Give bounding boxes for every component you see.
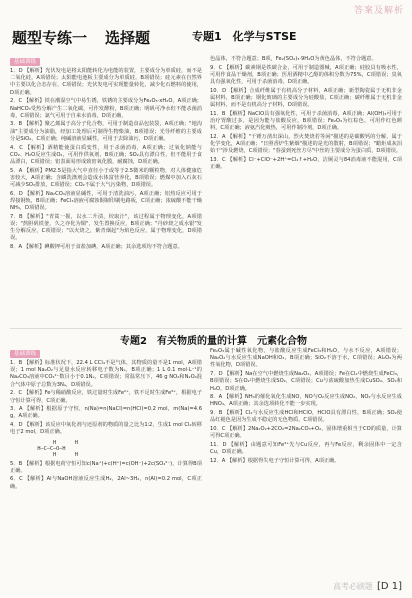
answer-paragraph: 8．A 【解析】NH₃的催化氧化生成NO，NO与O₂反应生成NO₂，NO₂与水反应生成HNO₃，A项正确；其余选项转化不能一步实现。 bbox=[210, 394, 402, 408]
formula-line: H—C—C—O—H bbox=[28, 445, 66, 452]
answer-paragraph: 12．A 【解析】根据得失电子守恒计算可得，A项正确。 bbox=[210, 457, 340, 464]
footer-brand: 高考必刷题 bbox=[332, 582, 373, 591]
answer-paragraph: 3．A 【解析】根据原子守恒，n(Na)=n(NaCl)=n(HCl)=0.2 mol，m(Na)=4.6 g，A项正确。 bbox=[10, 406, 202, 420]
answer-paragraph: 6．C 【解析】Al与NaOH溶液反应生成H₂，2Al~3H₂，n(Al)=0.2 mol，C项正确。 bbox=[10, 476, 202, 490]
answer-paragraph: Fe₂O₃属于碱性氧化物，与盐酸反应生成FeCl₃和H₂O，与水不反应，A项错误；Na₂O₂与水反应生成NaOH和O₂，B项正确；SiO₂不溶于水，C项错误；Al₂O₃为两性氧化物，D项错误。 bbox=[210, 348, 402, 369]
page-title: 题型专练一 bbox=[12, 28, 88, 47]
answer-paragraph: 10．D 【解析】合成纤维属于有机高分子材料，A项正确；新型陶瓷属于无机非金属材料，B项正确；钢化玻璃的主要成分为硅酸盐，C项正确；碳纤维属于无机非金属材料，而不是有机高分子材料，D项错误。 bbox=[210, 87, 402, 109]
answer-paragraph: 4．C 【解析】酒精能使蛋白质变性，用于杀菌消毒，A项正确；过氧化钠能与CO₂、H₂O反应生成O₂，可用作供氧剂，B项正确；SO₂具有漂白性，但不能用于食品漂白，C项错误；铝表面易形成致密氧化膜，耐腐蚀，D项正确。 bbox=[10, 144, 202, 165]
page-heading bbox=[12, 24, 297, 50]
topic1-left-paras bbox=[10, 68, 202, 251]
topic1-right-column bbox=[210, 56, 402, 173]
answer-paragraph: 4．D 【解析】该反应中氧化剂与还原剂的物质的量之比为1∶2，生成1 mol Cl₂转移电子2 mol，D项正确。 bbox=[10, 422, 202, 436]
page-footer bbox=[333, 581, 402, 592]
answer-paragraph: 11．B 【解析】NaClO具有强氧化性，可用于杀菌消毒，A项正确；Al(OH)₃可用于治疗胃酸过多，是因为能与盐酸反应，B项错误；Fe₂O₃为红棕色，可用作红色颜料，C项正确；液氨汽化吸热，可用作制冷剂，D项正确。 bbox=[210, 110, 402, 132]
topic2-left-column bbox=[10, 348, 202, 492]
section-label: 基础训练 bbox=[10, 350, 40, 358]
topic2-left-paras bbox=[10, 360, 202, 437]
topic1-right-paras bbox=[210, 56, 402, 172]
answer-paragraph: 9．B 【解析】Cl₂与水反应生成HCl和HClO，HClO具有漂白性，B项正确；SO₂使品红褪色是因为生成不稳定的无色物质，C项错误。 bbox=[210, 410, 402, 424]
top-bar bbox=[0, 0, 412, 18]
answer-paragraph: 12．A 【解析】"千锤万凿出深山，烈火焚烧若等闲"描述的是碳酸钙的分解，属于化学变化，A项正确；"日照香炉生紫烟"描述的是光的散射，B项错误；"蜡炬成灰泪始干"涉及燃烧，C项错误；"春蚕到死丝方尽"中丝的主要成分为蛋白质，D项错误。 bbox=[210, 134, 402, 155]
answer-paragraph: 7．B 【解析】"青蒿一握，以水二升渍，绞取汁"，该过程属于物理变化，A项错误；"熬胆矾铁釜，久之亦化为铜"，发生置换反应，B项正确；"丹砂烧之成水银"发生分解反应，C项错误；"以火烧之，紫青烟起"为焰色反应，属于物理变化，D项错误。 bbox=[10, 213, 202, 242]
answer-paragraph: 2．C 【解析】Fe与稀硝酸反应，铁过量时生成Fe²⁺，铁不足时生成Fe³⁺，根据电子守恒计算可得，C项正确。 bbox=[10, 390, 202, 404]
answer-paragraph: 色晶体，不符合题意；B项，Fe₂(SO₄)₃·9H₂O为黄色晶体，不符合题意。 bbox=[210, 56, 377, 62]
topic2-left-paras-2 bbox=[10, 461, 202, 491]
answer-paragraph: 3．B 【解析】聚乙烯属于高分子化合物，可用于制造食品包装袋，A项正确；"地沟油"主要成分为油脂，经加工处理后可制得生物柴油，B项错误；光导纤维的主要成分是SiO₂，C项正确；纯碱溶液显碱性，可用于去除油污，D项正确。 bbox=[10, 121, 202, 142]
page-number: [D 1] bbox=[376, 581, 402, 592]
topic2-right-paras bbox=[210, 348, 402, 465]
answer-tag: 答案及解析 bbox=[353, 6, 404, 16]
answer-paragraph: 7．D 【解析】Na在空气中燃烧生成Na₂O₂，A项错误；Fe在Cl₂中燃烧生成FeCl₃，B项错误；S在O₂中燃烧生成SO₂，C项错误；Cu与浓硫酸加热生成CuSO₄、SO₂和H₂O，D项正确。 bbox=[210, 371, 402, 392]
answer-paragraph: 8．A 【解析】碘酸钾可用于食盐加碘，A项正确；其余选项均不符合题意。 bbox=[10, 244, 183, 251]
topic2-title: 专题2 有关物质的量的计算 元素化合物 bbox=[120, 336, 307, 347]
answer-paragraph: 5．B 【解析】根据电荷守恒可知c(Na⁺)+c(H⁺)=c(OH⁻)+2c(SO₄²⁻)，计算得B项正确。 bbox=[10, 460, 202, 474]
answer-paragraph: 6．D 【解析】Na₂CO₃溶液显碱性，可用于清洗油污，A项正确；铝热反应可用于焊接钢轨，B项正确；FeCl₃溶液可腐蚀铜制印刷电路板，C项正确；浓硫酸不能干燥NH₃，D项错误。 bbox=[10, 190, 202, 212]
topic1-left-column bbox=[10, 56, 202, 253]
answer-paragraph: 1．B 【解析】标准状况下，22.4 L CCl₄不是气体，其物质的量不是1 mol，A项错误；1 mol Na₂O₂与足量水反应转移电子数为Nₐ，B项正确；1 L 0.1 mol·L⁻¹的Na₂CO₃溶液中CO₃²⁻数目小于0.1Nₐ，C项错误；常温常压下，46 g NO₂和N₂O₄混合气体中原子总数为3Nₐ，D项错误。 bbox=[10, 360, 202, 388]
answer-paragraph: 5．A 【解析】PM2.5是指大气中直径小于或等于2.5微米的颗粒物，对人体健康危害较大，A项正确；含磷洗涤剂会造成水体富营养化，B项错误；燃煤中加入石灰石可减少SO₂排放，C项错误；CO₂不属于大气污染物，D项错误。 bbox=[10, 167, 202, 189]
structural-formula bbox=[28, 440, 202, 458]
answer-paragraph: 1．D 【解析】光伏发电是将太阳能转化为电能的装置，主要成分为单质硅，而不是二氧化硅，A项错误；太阳能电池板主要成分为单质硅，B项错误；硅元素在自然界中主要以化合态存在，C项错误；光伏发电可实现能量转化，减少化石燃料的使用，D项正确。 bbox=[10, 68, 202, 96]
topic2-right-column bbox=[210, 348, 402, 467]
answer-paragraph: 10．C 【解析】2Na₂O₂+2CO₂=2Na₂CO₃+O₂，固体增重相当于CO的质量，计算可得C项正确。 bbox=[210, 426, 402, 440]
page-subtitle: 选择题 bbox=[105, 28, 151, 47]
section-divider bbox=[10, 328, 402, 329]
section-label: 基础训练 bbox=[10, 58, 40, 66]
formula-line: H H bbox=[28, 451, 78, 458]
answer-paragraph: 13．C 【解析】Cl⁻+ClO⁻+2H⁺=Cl₂↑+H₂O，洁厕灵与84消毒液不能混用，C项正确。 bbox=[210, 157, 402, 171]
answer-paragraph: 9．C 【解析】碳素钢是铁碳合金，可用于制造器械，A项正确；硅胶具有吸水性，可用作食品干燥剂，B项正确；医用酒精中乙醇的体积分数为75%，C项错误；臭氧具有强氧化性，可用于杀菌消毒，D项正确。 bbox=[210, 64, 402, 86]
answer-paragraph: 11．D 【解析】由题意可知Fe³⁺先与Cu反应，再与Fe反应，剩余固体中一定含Cu，D项正确。 bbox=[210, 441, 402, 456]
topic1-title: 专题1 化学与STSE bbox=[192, 30, 297, 43]
formula-line: H H bbox=[28, 439, 78, 446]
answer-paragraph: 2．C 【解析】铁在潮湿空气中易生锈，铁锈的主要成分为Fe₂O₃·xH₂O，A项正确；NaHCO₃受热分解产生二氧化碳，可作发酵粉，B项正确；明矾可净水但不能杀菌消毒，C项错误；氯气可用于自来水消毒，D项正确。 bbox=[10, 98, 202, 119]
